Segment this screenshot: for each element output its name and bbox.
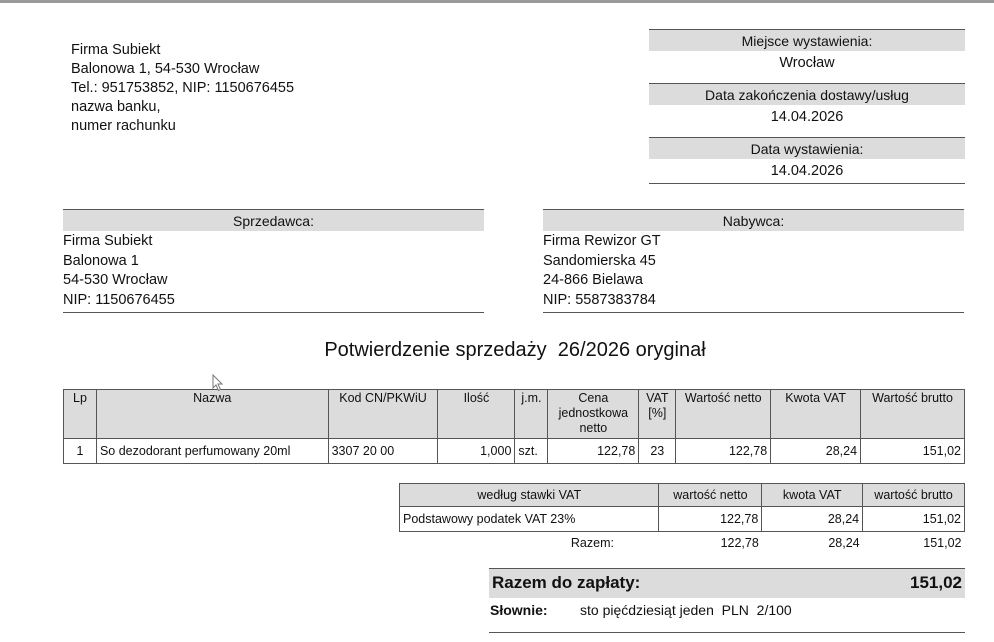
row-unit: szt.: [515, 439, 548, 464]
col-qty: Ilość: [438, 390, 515, 439]
col-net: Wartość netto: [676, 390, 771, 439]
col-unit-price: [548, 390, 639, 439]
document-meta: [649, 29, 965, 191]
col-name: Nazwa: [96, 390, 328, 439]
table-row: [64, 439, 965, 464]
issuer-block: [71, 41, 294, 136]
col-gross: Wartość brutto: [861, 390, 965, 439]
col-unit-price-line1: Cena: [578, 391, 609, 405]
total-due-amount: 151,02: [910, 573, 962, 592]
row-name: So dezodorant perfumowany 20ml: [96, 439, 328, 464]
amount-in-words-value: sto pięćdziesiąt jeden PLN 2/100: [580, 602, 792, 618]
delivery-date: [649, 83, 965, 130]
vat-sum-vat: 28,24: [828, 535, 860, 550]
items-table: [63, 389, 965, 464]
col-vat-amount: Kwota VAT: [771, 390, 861, 439]
vat-col-net: wartość netto: [659, 484, 762, 507]
vat-row-rate: Podstawowy podatek VAT 23%: [400, 507, 659, 532]
row-lp: 1: [64, 439, 97, 464]
mouse-pointer-icon: [212, 374, 224, 392]
vat-summary-table: [399, 483, 965, 554]
vat-col-gross: wartość brutto: [863, 484, 965, 507]
row-vat-rate: 23: [639, 439, 676, 464]
seller-label: Sprzedawca:: [63, 209, 484, 231]
issue-date-value: 14.04.2026: [649, 159, 965, 184]
issuer-account: numer rachunku: [71, 118, 176, 134]
amount-in-words: [489, 601, 965, 633]
table-row: [400, 507, 965, 532]
document-title: Potwierdzenie sprzedaży 26/2026 oryginał: [324, 339, 706, 361]
row-vat-amount: 28,24: [771, 439, 861, 464]
place-of-issue: [649, 29, 965, 76]
row-qty: 1,000: [438, 439, 515, 464]
buyer-name: Firma Rewizor GT: [543, 233, 661, 249]
place-of-issue-label: Miejsce wystawienia:: [649, 29, 965, 51]
issuer-bank: nazwa banku,: [71, 99, 161, 115]
col-unit-price-line3: netto: [579, 421, 608, 435]
col-code: Kod CN/PKWiU: [328, 390, 438, 439]
buyer-street: Sandomierska 45: [543, 252, 656, 269]
top-border: [0, 0, 994, 3]
delivery-date-label: Data zakończenia dostawy/usług: [649, 83, 965, 105]
col-vat-rate-line2: [%]: [648, 406, 667, 420]
issue-date: [649, 137, 965, 184]
vat-col-vat: kwota VAT: [762, 484, 863, 507]
seller-block: [63, 209, 484, 313]
col-lp: Lp: [64, 390, 97, 439]
seller-name: Firma Subiekt: [63, 233, 153, 249]
col-vat-rate: [639, 390, 676, 439]
buyer-block: [543, 209, 964, 313]
issuer-address: Balonowa 1, 54-530 Wrocław: [71, 61, 260, 77]
items-header-row: [64, 390, 965, 439]
vat-sum-net: 122,78: [720, 535, 759, 550]
total-due-label: Razem do zapłaty:: [492, 573, 641, 592]
col-vat-rate-line1: VAT: [646, 391, 669, 405]
seller-street: Balonowa 1: [63, 252, 139, 269]
seller-nip: NIP: 1150676455: [63, 291, 175, 308]
vat-header-row: [400, 484, 965, 507]
vat-row-vat: 28,24: [762, 507, 863, 532]
row-net: 122,78: [676, 439, 771, 464]
vat-row-gross: 151,02: [863, 507, 965, 532]
vat-col-rate: według stawki VAT: [400, 484, 659, 507]
buyer-nip: NIP: 5587383784: [543, 291, 656, 308]
buyer-city: 24-866 Bielawa: [543, 272, 643, 288]
row-code: 3307 20 00: [328, 439, 438, 464]
issuer-contact: Tel.: 951753852, NIP: 1150676455: [71, 80, 295, 96]
issuer-name: Firma Subiekt: [71, 42, 161, 58]
seller-city: 54-530 Wrocław: [63, 272, 168, 288]
vat-sum-gross: 151,02: [923, 535, 962, 550]
total-due: [489, 568, 965, 598]
vat-row-net: 122,78: [659, 507, 762, 532]
vat-sum-label: Razem:: [570, 535, 614, 550]
col-unit: j.m.: [515, 390, 548, 439]
col-unit-price-line2: jednostkowa: [558, 406, 629, 420]
issue-date-label: Data wystawienia:: [649, 137, 965, 159]
vat-sum-row: [400, 532, 965, 554]
row-unit-price: 122,78: [548, 439, 639, 464]
row-gross: 151,02: [861, 439, 965, 464]
amount-in-words-label: Słownie:: [490, 602, 548, 618]
delivery-date-value: 14.04.2026: [770, 109, 844, 125]
buyer-label: Nabywca:: [543, 209, 964, 231]
place-of-issue-value: Wrocław: [779, 55, 835, 71]
